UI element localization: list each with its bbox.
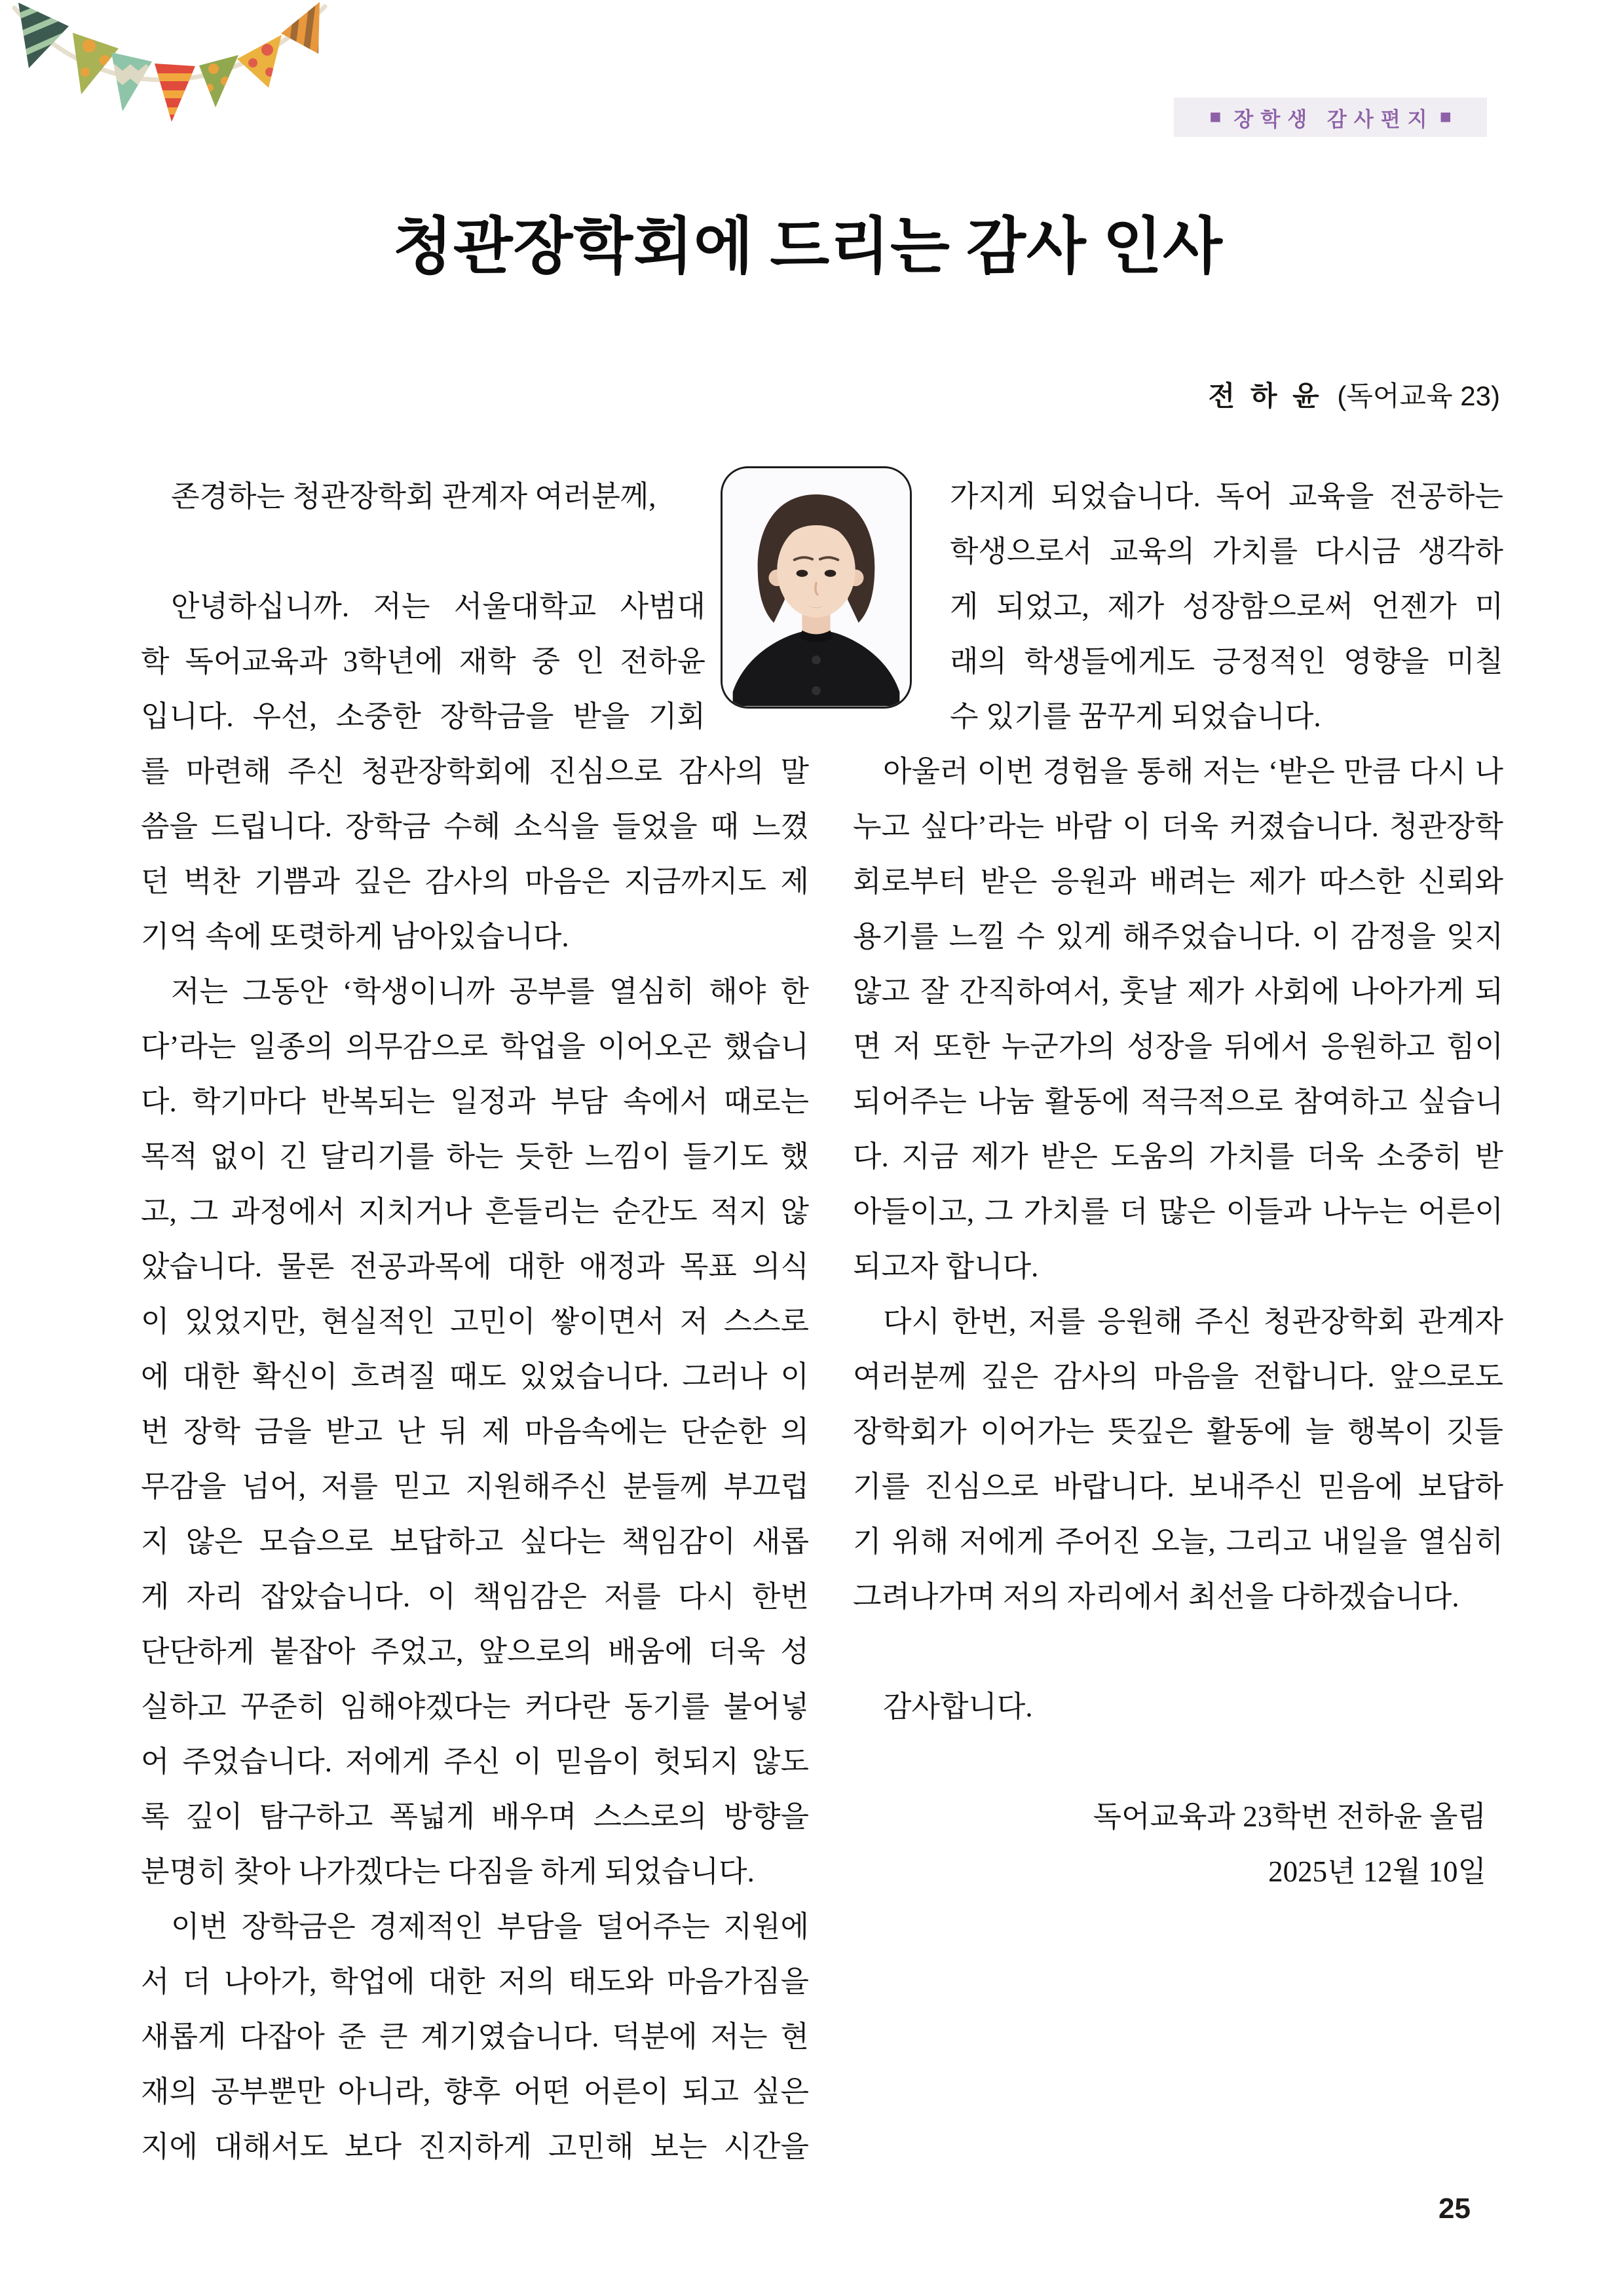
text-line: 다. 학기마다 반복되는 일정과 부담 속에서 때로는 bbox=[141, 1085, 809, 1118]
flag-zigzag-mint bbox=[107, 52, 154, 111]
page-title: 청관장학회에 드리는 감사 인사 bbox=[393, 213, 1223, 281]
flag-dots-mustard bbox=[237, 35, 282, 88]
text-line: 입니다. 우선, 소중한 장학금을 받을 기회 bbox=[141, 700, 705, 733]
text-line: 던 벅찬 기쁨과 깊은 감사의 마음은 지금까지도 제 bbox=[141, 865, 809, 898]
blank-line bbox=[853, 1624, 1503, 1679]
text-line: 다. 지금 제가 받은 도움의 가치를 더욱 소중히 받 bbox=[853, 1140, 1503, 1173]
portrait-illustration bbox=[723, 468, 910, 707]
text-line: 여러분께 깊은 감사의 마음을 전합니다. 앞으로도 bbox=[853, 1360, 1503, 1393]
page-number: 25 bbox=[1438, 2193, 1471, 2225]
text-line: 새롭게 다잡아 준 큰 계기였습니다. 덕분에 저는 현 bbox=[141, 2020, 809, 2053]
text-line: 기를 진심으로 바랍니다. 보내주신 믿음에 보답하 bbox=[853, 1470, 1503, 1503]
badge-label: 장학생 감사편지 bbox=[1233, 107, 1435, 131]
letter-right-column bbox=[853, 469, 1503, 1899]
text-line: 단단하게 붙잡아 주었고, 앞으로의 배움에 더욱 성 bbox=[141, 1635, 809, 1668]
text-line: 누고 싶다’라는 바람 이 더욱 커졌습니다. 청관장학 bbox=[853, 810, 1503, 843]
text-line: 회로부터 받은 응원과 배려는 제가 따스한 신뢰와 bbox=[853, 865, 1503, 898]
text-line: 를 마련해 주신 청관장학회에 진심으로 감사의 말 bbox=[141, 755, 809, 788]
text-line: 번 장학 금을 받고 난 뒤 제 마음속에는 단순한 의 bbox=[141, 1415, 809, 1448]
text-line: 학 독어교육과 3학년에 재학 중 인 전하윤 bbox=[141, 645, 705, 678]
text-line: 래의 학생들에게도 긍정적인 영향을 미칠 bbox=[950, 645, 1503, 678]
author-line bbox=[1209, 375, 1500, 414]
text-line: 실하고 꾸준히 임해야겠다는 커다란 동기를 불어넣 bbox=[141, 1690, 809, 1723]
blank-line bbox=[853, 1734, 1503, 1789]
text-line: 그려나가며 저의 자리에서 최선을 다하겠습니다. bbox=[853, 1580, 1459, 1613]
text-line: 이번 장학금은 경제적인 부담을 덜어주는 지원에 bbox=[171, 1910, 809, 1943]
text-line: 에 대한 확신이 흐려질 때도 있었습니다. 그러나 이 bbox=[141, 1360, 809, 1393]
text-line: 용기를 느낄 수 있게 해주었습니다. 이 감정을 잊지 bbox=[853, 920, 1503, 953]
text-line: 독어교육과 23학번 전하윤 올림 bbox=[1093, 1800, 1486, 1833]
text-line: 게 되었고, 제가 성장함으로써 언젠가 미 bbox=[950, 590, 1503, 623]
text-line: 고, 그 과정에서 지치거나 흔들리는 순간도 적지 않 bbox=[141, 1195, 809, 1228]
letter-left-column bbox=[141, 469, 809, 2174]
text-line: 되어주는 나눔 활동에 적극적으로 참여하고 싶습니 bbox=[853, 1085, 1503, 1118]
text-line: 지에 대해서도 보다 진지하게 고민해 보는 시간을 bbox=[141, 2130, 809, 2163]
text-line: 않고 잘 간직하여서, 훗날 제가 사회에 나아가게 되 bbox=[853, 975, 1503, 1008]
text-line: 저는 그동안 ‘학생이니까 공부를 열심히 해야 한 bbox=[171, 975, 809, 1008]
text-line: 재의 공부뿐만 아니라, 향후 어떤 어른이 되고 싶은 bbox=[141, 2075, 809, 2108]
text-line: 다시 한번, 저를 응원해 주신 청관장학회 관계자 bbox=[883, 1305, 1503, 1338]
bunting-decoration bbox=[5, 0, 336, 134]
text-line: 이 있었지만, 현실적인 고민이 쌓이면서 저 스스로 bbox=[141, 1305, 809, 1338]
flag-dots-green bbox=[199, 55, 238, 107]
text-line: 면 저 또한 누군가의 성장을 뒤에서 응원하고 힘이 bbox=[853, 1030, 1503, 1063]
text-line: 가지게 되었습니다. 독어 교육을 전공하는 bbox=[950, 480, 1503, 513]
badge-square-icon: ■ bbox=[1439, 106, 1452, 128]
text-line: 았습니다. 물론 전공과목에 대한 애정과 목표 의식 bbox=[141, 1250, 809, 1283]
text-line: 다’라는 일종의 의무감으로 학업을 이어오곤 했습니 bbox=[141, 1030, 809, 1063]
text-line: 씀을 드립니다. 장학금 수혜 소식을 들었을 때 느꼈 bbox=[141, 810, 809, 843]
text-line: 분명히 찾아 나가겠다는 다짐을 하게 되었습니다. bbox=[141, 1855, 755, 1888]
text-line: 존경하는 청관장학회 관계자 여러분께, bbox=[171, 480, 656, 513]
text-line: 지 않은 모습으로 보답하고 싶다는 책임감이 새롭 bbox=[141, 1525, 809, 1558]
text-line: 게 자리 잡았습니다. 이 책임감은 저를 다시 한번 bbox=[141, 1580, 809, 1613]
author-department: (독어교육 23) bbox=[1337, 380, 1500, 411]
blank-line bbox=[141, 524, 705, 579]
section-badge bbox=[1174, 98, 1487, 137]
text-line: 기 위해 저에게 주어진 오늘, 그리고 내일을 열심히 bbox=[853, 1525, 1503, 1558]
text-line: 학생으로서 교육의 가치를 다시금 생각하 bbox=[950, 535, 1503, 568]
portrait-photo bbox=[721, 466, 912, 709]
text-line: 장학회가 이어가는 뜻깊은 활동에 늘 행복이 깃들 bbox=[853, 1415, 1503, 1448]
flag-dots-olive bbox=[73, 33, 119, 94]
text-line: 기억 속에 또렷하게 남아있습니다. bbox=[141, 920, 569, 953]
text-line: 2025년 12월 10일 bbox=[1268, 1855, 1486, 1888]
text-line: 무감을 넘어, 저를 믿고 지원해주신 분들께 부끄럽 bbox=[141, 1470, 809, 1503]
flag-stripes-green bbox=[10, 0, 84, 73]
text-line: 수 있기를 꿈꾸게 되었습니다. bbox=[950, 700, 1321, 733]
text-line: 아들이고, 그 가치를 더 많은 이들과 나누는 어른이 bbox=[853, 1195, 1503, 1228]
text-line: 되고자 합니다. bbox=[853, 1250, 1039, 1283]
text-line: 록 깊이 탐구하고 폭넓게 배우며 스스로의 방향을 bbox=[141, 1800, 809, 1833]
flag-stripes-red bbox=[149, 64, 202, 122]
text-line: 안녕하십니까. 저는 서울대학교 사범대 bbox=[171, 590, 705, 623]
text-line: 서 더 나아가, 학업에 대한 저의 태도와 마음가짐을 bbox=[141, 1965, 809, 1998]
author-name: 전 하 윤 bbox=[1208, 380, 1323, 411]
text-line: 감사합니다. bbox=[883, 1690, 1033, 1723]
text-line: 아울러 이번 경험을 통해 저는 ‘받은 만큼 다시 나 bbox=[883, 755, 1503, 788]
text-line: 목적 없이 긴 달리기를 하는 듯한 느낌이 들기도 했 bbox=[141, 1140, 809, 1173]
badge-square-icon: ■ bbox=[1209, 106, 1222, 128]
text-line: 어 주었습니다. 저에게 주신 이 믿음이 헛되지 않도 bbox=[141, 1745, 809, 1778]
